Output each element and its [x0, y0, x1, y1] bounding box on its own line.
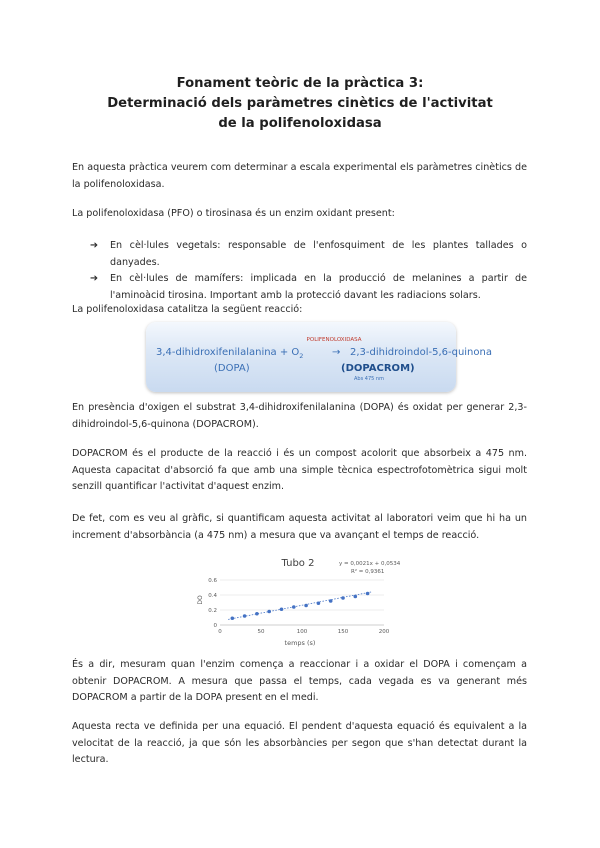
substrate-abbr: (DOPA) [214, 363, 250, 374]
data-point [354, 595, 358, 599]
reaction-arrow: → [332, 347, 341, 358]
y-tick-label: 0.2 [208, 608, 217, 614]
line-equation-paragraph: Aquesta recta ve definida per una equació. El pendent d'aquesta equació és equivalent a la velocitat de la reacció, ja que són les absorbàncies per segon que s'han detectat durant la lectura. [72, 721, 527, 765]
data-point [304, 604, 308, 608]
dopacrom-paragraph: DOPACROM és el producte de la reacció i és un compost acolorit que absorbeix a 475 nm. Aquesta capacitat d'absorció fa que amb una simple tècnica espectrofotomètrica sigui molt senzill quantificar l'activitat d'aquest enzim. [72, 448, 527, 492]
data-point [280, 607, 284, 611]
graph-paragraph: De fet, com es veu al gràfic, si quantificam aquesta activitat al laboratori veim que hi ha un increment d'absorbància (a 475 nm) a mesura que va avançant el temps de reacció. [72, 513, 527, 541]
x-tick-label: 200 [378, 629, 390, 635]
x-axis-label: temps (s) [284, 639, 316, 647]
plot-area [208, 578, 389, 635]
product-abbr: (DOPACROM) [341, 363, 415, 374]
measure-paragraph: És a dir, mesuram quan l'enzim comença a reaccionar i a oxidar el DOPA i començam a obtenir DOPACROM. A mesura que passa el temps, cada vegada es va generant més DOPACROM a partir de la DOPA present en el medi. [72, 659, 527, 703]
oxygen-paragraph: En presència d'oxigen el substrat 3,4-dihidroxifenilalanina (DOPA) és oxidat per generar 2,3-dihidroindol-5,6-quinona (DOPACROM). [72, 402, 527, 430]
reaction-figure [146, 322, 492, 392]
y-axis-label: DO [197, 595, 204, 605]
data-point [292, 605, 296, 609]
bullet-item [90, 271, 527, 304]
data-point [231, 616, 235, 620]
title-line-1: Fonament teòric de la pràctica 3: [176, 76, 424, 91]
wavelength-label: Abs 475 nm [354, 376, 384, 382]
data-point [267, 610, 271, 614]
data-point [341, 596, 345, 600]
reaction-substrate: 3,4-dihidroxifenilalanina + $O_2$ [156, 347, 304, 360]
bullet-item [90, 238, 527, 271]
data-point [366, 592, 370, 596]
page-title [0, 74, 600, 134]
data-point [243, 614, 247, 618]
x-tick-label: 0 [218, 629, 222, 635]
y-tick-label: 0.4 [208, 593, 217, 599]
x-tick-label: 50 [257, 629, 265, 635]
enzyme-label: POLIFENOLOXIDASA [306, 337, 362, 343]
bullet-text: En cèl·lules de mamífers: implicada en la producció de melanines a partir de l'aminoàcid tirosina. Important amb la protecció davant les radiacions solars. [110, 273, 527, 301]
trendline-equation: y = 0,0021x + 0,0534 [339, 561, 401, 567]
chart-title: Tubo 2 [281, 558, 315, 569]
y-tick-label: 0 [213, 623, 217, 629]
trendline [228, 592, 372, 620]
title-line-2: Determinació dels paràmetres cinètics de l'activitat [107, 96, 493, 111]
catalyzes-paragraph: La polifenoloxidasa catalitza la següent reacció: [72, 304, 303, 315]
x-tick-label: 100 [296, 629, 308, 635]
reaction-product: 2,3-dihidroindol-5,6-quinona [350, 347, 492, 358]
bullet-list [90, 238, 527, 304]
arrow-icon: ➔ [90, 273, 99, 284]
data-point [255, 612, 259, 616]
data-point [317, 601, 321, 605]
r-squared: R² = 0,9361 [351, 569, 385, 575]
arrow-icon: ➔ [90, 240, 99, 251]
absorbance-chart [196, 552, 406, 647]
x-tick-label: 150 [337, 629, 349, 635]
data-point [329, 599, 333, 603]
title-line-3: de la polifenoloxidasa [218, 116, 382, 131]
bullet-text: En cèl·lules vegetals: responsable de l'enfosquiment de les plantes tallades o danyades. [110, 240, 527, 268]
chart-svg [196, 552, 406, 647]
intro-paragraph: En aquesta pràctica veurem com determinar a escala experimental els paràmetres cinètics de la polifenoloxidasa. [72, 162, 527, 190]
pfo-paragraph: La polifenoloxidasa (PFO) o tirosinasa és un enzim oxidant present: [72, 208, 395, 219]
y-tick-label: 0.6 [208, 578, 217, 584]
reaction-svg [146, 322, 492, 392]
